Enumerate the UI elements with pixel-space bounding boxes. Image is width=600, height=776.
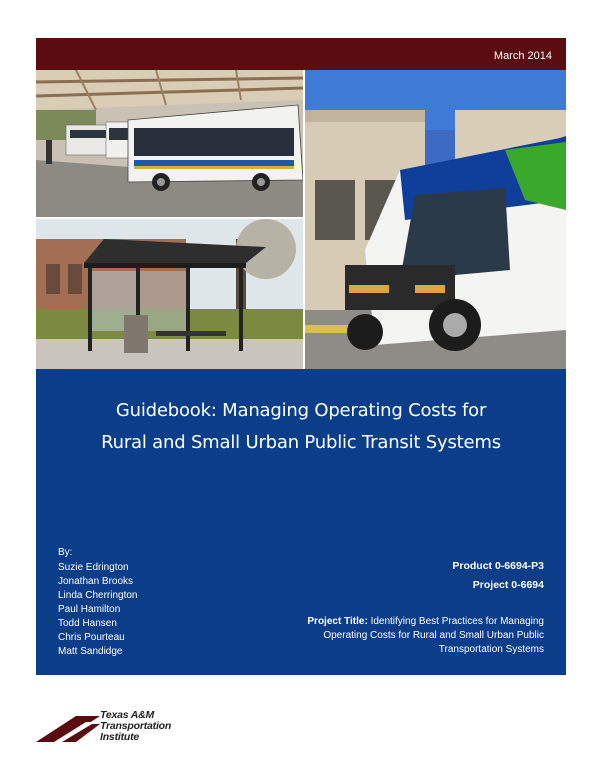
header-bar: [36, 38, 566, 70]
author-name: Jonathan Brooks: [58, 576, 134, 587]
guidebook-title-line-1: Guidebook: Managing Operating Costs for: [115, 400, 487, 421]
author-name: Matt Sandidge: [58, 646, 123, 657]
author-name: Paul Hamilton: [58, 604, 121, 615]
author-name: Todd Hansen: [58, 618, 117, 629]
bus-shelter-photo: [36, 219, 303, 369]
author-name: Chris Pourteau: [58, 632, 125, 643]
tti-logo-text: [100, 710, 171, 743]
product-number: Product 0-6694-P3: [452, 560, 544, 572]
publication-date: March 2014: [493, 50, 552, 62]
title-panel: [36, 369, 566, 675]
logo-line: Institute: [100, 731, 140, 743]
project-number: Project 0-6694: [472, 579, 544, 591]
project-title-label: Project Title:: [307, 616, 368, 627]
bus-station-photo: [36, 70, 303, 217]
authors-list: [58, 561, 138, 659]
project-title-text: Identifying Best Practices for Managing Operating Costs for Rural and Small Urban Public Transportation Systems: [323, 616, 544, 655]
guidebook-title-line-2: Rural and Small Urban Public Transit Systems: [101, 432, 501, 453]
author-name: Suzie Edrington: [58, 562, 129, 573]
project-title: [304, 615, 544, 657]
tti-logo: [36, 708, 206, 744]
logo-line: Transportation: [100, 720, 172, 732]
paratransit-bus-photo: [305, 70, 566, 369]
author-name: Linda Cherrington: [58, 590, 138, 601]
authors-label: By:: [58, 547, 73, 558]
logo-line: Texas A&M: [100, 709, 155, 721]
tti-logo-mark-icon: [36, 710, 100, 742]
